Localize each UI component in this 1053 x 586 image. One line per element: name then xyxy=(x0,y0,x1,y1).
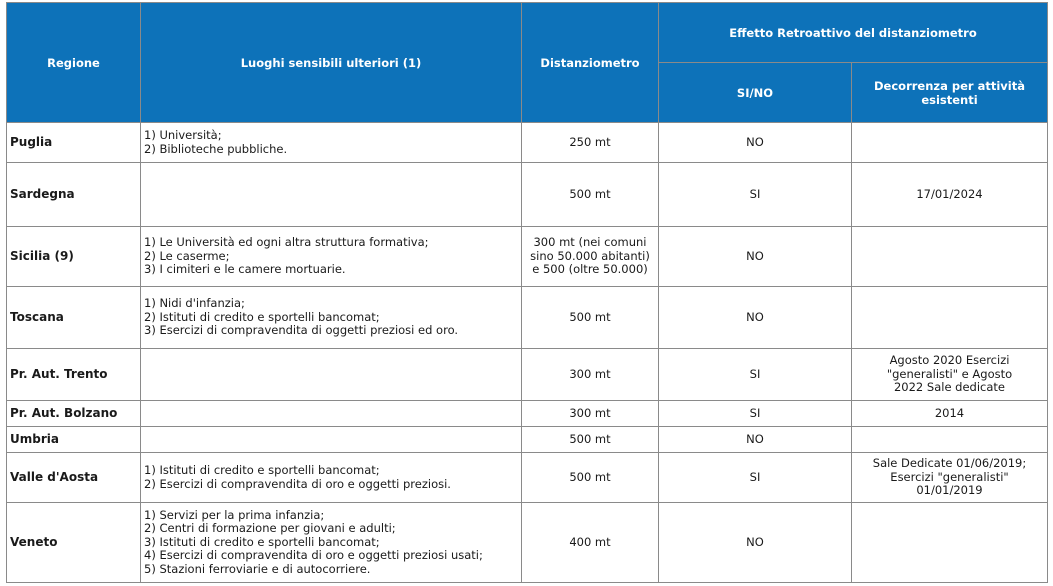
distance-line: 400 mt xyxy=(569,534,611,549)
places-cell xyxy=(141,123,522,163)
retroactive-si-no-cell: NO xyxy=(659,503,852,583)
retroactive-si-no-cell: NO xyxy=(659,287,852,349)
decorrenza-line: 2014 xyxy=(934,405,965,420)
place-item: 2) Istituti di credito e sportelli bancomat; xyxy=(144,309,380,324)
table-row xyxy=(7,123,1048,163)
decorrenza-line: 2022 Sale dedicate xyxy=(893,380,1006,395)
place-item: 3) I cimiteri e le camere mortuarie. xyxy=(144,262,346,277)
decorrenza-cell xyxy=(852,163,1048,227)
header-distanziometro: Distanziometro xyxy=(522,3,659,123)
regional-distance-table xyxy=(6,2,1048,583)
retroactive-si-no-cell: NO xyxy=(659,123,852,163)
decorrenza-cell xyxy=(852,453,1048,503)
table-body xyxy=(7,123,1048,583)
region-cell: Toscana xyxy=(7,287,141,349)
retroactive-si-no-cell: SI xyxy=(659,453,852,503)
region-cell: Veneto xyxy=(7,503,141,583)
header-regione: Regione xyxy=(7,3,141,123)
decorrenza-cell xyxy=(852,227,1048,287)
distance-line: 300 mt xyxy=(569,405,611,420)
decorrenza-cell xyxy=(852,287,1048,349)
region-cell: Pr. Aut. Bolzano xyxy=(7,401,141,427)
places-cell xyxy=(141,453,522,503)
distance-cell xyxy=(522,401,659,427)
decorrenza-cell xyxy=(852,401,1048,427)
places-cell xyxy=(141,503,522,583)
places-cell xyxy=(141,349,522,401)
decorrenza-line: "generalisti" e Agosto xyxy=(886,366,1013,381)
retroactive-si-no-cell: NO xyxy=(659,227,852,287)
place-item: 4) Esercizi di compravendita di oro e oggetti preziosi usati; xyxy=(144,548,483,563)
table-row xyxy=(7,349,1048,401)
retroactive-si-no-cell: SI xyxy=(659,401,852,427)
distance-line: 500 mt xyxy=(569,186,611,201)
distance-cell xyxy=(522,163,659,227)
header-luoghi: Luoghi sensibili ulteriori (1) xyxy=(141,3,522,123)
distance-line: 500 mt xyxy=(569,309,611,324)
retroactive-si-no-cell: SI xyxy=(659,163,852,227)
decorrenza-cell xyxy=(852,349,1048,401)
place-item: 2) Centri di formazione per giovani e adulti; xyxy=(144,521,396,536)
distance-line: 300 mt (nei comuni xyxy=(533,235,647,250)
table-row xyxy=(7,163,1048,227)
place-item: 5) Stazioni ferroviarie e di autocorriere. xyxy=(144,561,371,576)
place-item: 3) Istituti di credito e sportelli bancomat; xyxy=(144,534,380,549)
decorrenza-cell xyxy=(852,123,1048,163)
table-row xyxy=(7,287,1048,349)
header-si-no: SI/NO xyxy=(659,63,852,123)
decorrenza-line: Esercizi "generalisti" xyxy=(890,469,1009,484)
distance-line: 500 mt xyxy=(569,431,611,446)
distance-line: 250 mt xyxy=(569,134,611,149)
place-item: 2) Esercizi di compravendita di oro e oggetti preziosi. xyxy=(144,476,451,491)
decorrenza-line: Agosto 2020 Esercizi xyxy=(889,353,1010,368)
place-item: 1) Nidi d'infanzia; xyxy=(144,296,245,311)
table-row xyxy=(7,227,1048,287)
place-item: 1) Università; xyxy=(144,128,222,142)
distance-cell xyxy=(522,453,659,503)
distance-cell xyxy=(522,503,659,583)
place-item: 3) Esercizi di compravendita di oggetti preziosi ed oro. xyxy=(144,323,459,338)
distance-cell xyxy=(522,427,659,453)
decorrenza-cell xyxy=(852,503,1048,583)
places-cell xyxy=(141,287,522,349)
places-cell xyxy=(141,427,522,453)
table-row xyxy=(7,453,1048,503)
decorrenza-line: 01/01/2019 xyxy=(916,483,983,498)
distance-line: sino 50.000 abitanti) xyxy=(530,248,650,263)
header-decorrenza: Decorrenza per attività esistenti xyxy=(852,63,1048,123)
region-cell: Sardegna xyxy=(7,163,141,227)
distance-line: 300 mt xyxy=(569,366,611,381)
retroactive-si-no-cell: NO xyxy=(659,427,852,453)
table-row xyxy=(7,427,1048,453)
table-row xyxy=(7,503,1048,583)
region-cell: Umbria xyxy=(7,427,141,453)
place-item: 1) Servizi per la prima infanzia; xyxy=(144,507,325,522)
decorrenza-cell xyxy=(852,427,1048,453)
place-item: 2) Biblioteche pubbliche. xyxy=(144,141,288,156)
places-cell xyxy=(141,163,522,227)
places-cell xyxy=(141,401,522,427)
distance-cell xyxy=(522,227,659,287)
place-item: 2) Le caserme; xyxy=(144,248,230,263)
distance-cell xyxy=(522,349,659,401)
place-item: 1) Le Università ed ogni altra struttura formativa; xyxy=(144,235,429,250)
region-cell: Valle d'Aosta xyxy=(7,453,141,503)
distance-line: 500 mt xyxy=(569,469,611,484)
region-cell: Sicilia (9) xyxy=(7,227,141,287)
place-item: 1) Istituti di credito e sportelli bancomat; xyxy=(144,463,380,477)
table-row xyxy=(7,401,1048,427)
distance-line: e 500 (oltre 50.000) xyxy=(532,262,648,277)
distance-cell xyxy=(522,123,659,163)
region-cell: Pr. Aut. Trento xyxy=(7,349,141,401)
header-effetto-retroattivo: Effetto Retroattivo del distanziometro xyxy=(659,3,1048,63)
region-cell: Puglia xyxy=(7,123,141,163)
places-cell xyxy=(141,227,522,287)
distance-cell xyxy=(522,287,659,349)
retroactive-si-no-cell: SI xyxy=(659,349,852,401)
decorrenza-line: 17/01/2024 xyxy=(916,186,983,201)
decorrenza-line: Sale Dedicate 01/06/2019; xyxy=(872,456,1027,471)
